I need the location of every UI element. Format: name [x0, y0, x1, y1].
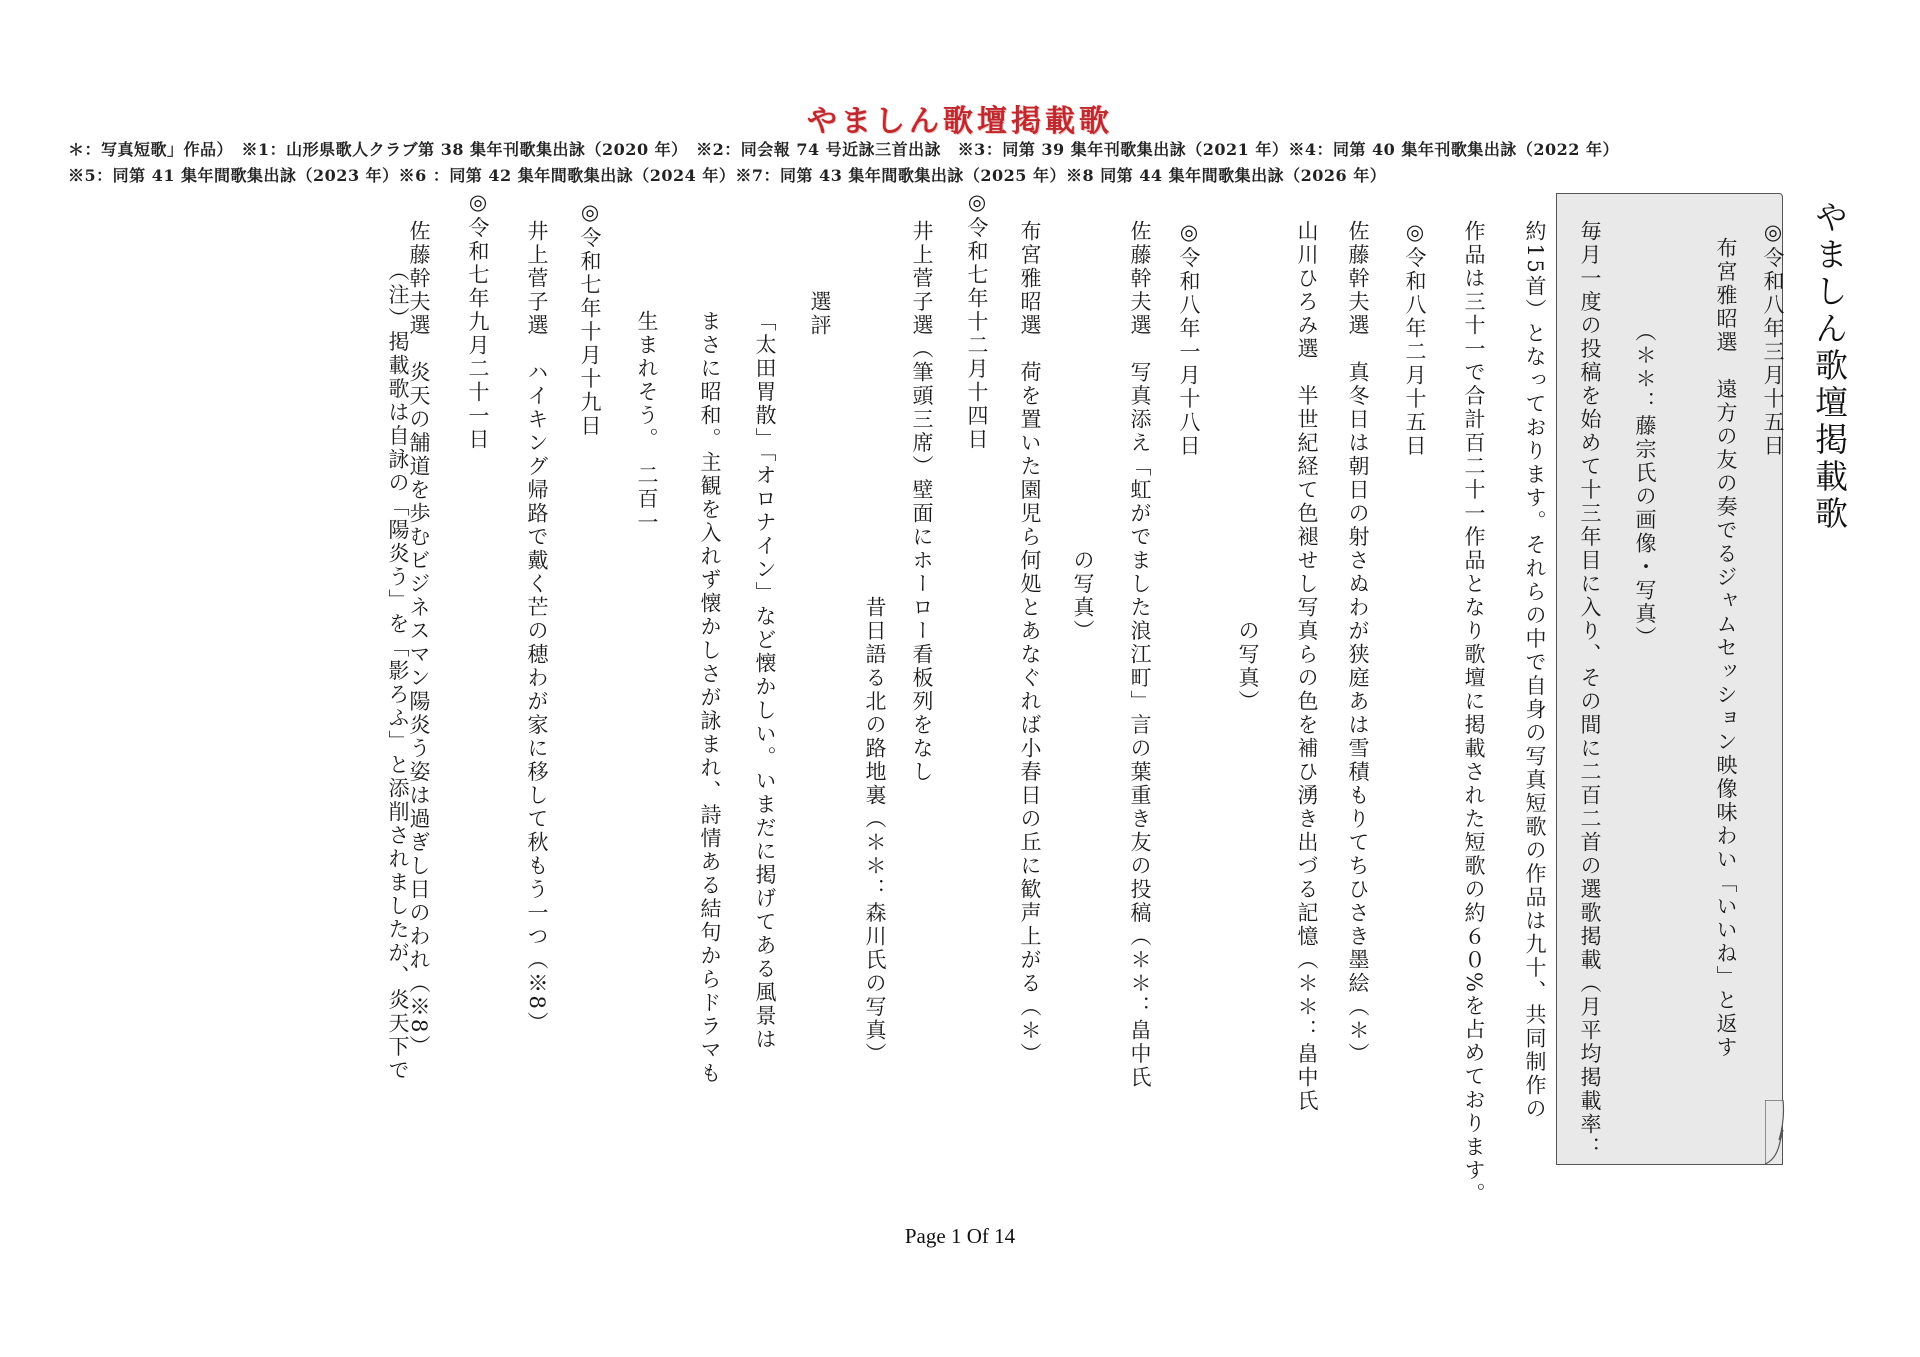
entry-date: ◎令和八年一月十八日: [1177, 220, 1201, 458]
entry-date: ◎令和七年十月十九日: [578, 200, 602, 438]
entry-date: ◎令和八年三月十五日: [1761, 220, 1785, 458]
intro-line: 約15首）となっております。それらの中で自身の写真短歌の作品は九十、共同制作の: [1523, 220, 1547, 1122]
critique-line: 「太田胃散」「オロナイン」など懐かしい。いまだに掲げてある風景は: [753, 310, 777, 1052]
critique-heading: 選評: [808, 220, 832, 338]
tanka-note: の写真）: [1236, 220, 1260, 714]
intro-line: 毎月一度の投稿を始めて十三年目に入り、その間に二百二首の選歌掲載（月平均掲載率：: [1578, 220, 1602, 1160]
vertical-text-area: [95, 190, 1880, 1220]
legend-line-1: ＊：写真短歌」作品） ※1：山形県歌人クラブ第 38 集年刊歌集出詠（2020 年） ※2：同会報 74 号近詠三首出詠 ※3：同第 39 集年刊歌集出詠（2021 年）※4：同第 40 集年刊歌集出詠（2022 年）: [68, 140, 1619, 159]
entry-date: ◎令和七年九月二十一日: [466, 190, 490, 452]
legend-line-2: ※5：同第 41 集年間歌集出詠（2023 年）※6 ：同第 42 集年間歌集出詠（2024 年）※7：同第 43 集年間歌集出詠（2025 年）※8 同第 44 集年間歌集出詠（2026 年）: [68, 166, 1387, 185]
tanka-line: 井上菅子選 ハイキング帰路で戴く芒の穂わが家に移して秋もう一つ（※8）: [525, 220, 549, 1035]
tanka-line: 布宮雅昭選 荷を置いた園児ら何処とあなぐれば小春日の丘に歓声上がる（＊）: [1018, 220, 1042, 1066]
tanka-note: の写真）: [1071, 220, 1095, 643]
critique-line: 生まれそう。 二百一: [635, 310, 659, 535]
intro-line: 作品は三十一で合計百二十一作品となり歌壇に掲載された短歌の約６０%を占めております。: [1462, 220, 1486, 1206]
tanka-note: （＊＊：藤宗氏の画像・写真）: [1633, 190, 1657, 650]
entry-date: ◎令和七年十二月十四日: [965, 190, 989, 452]
tanka-line: 山川ひろみ選 半世紀経て色褪せし写真らの色を補ひ湧き出づる記憶（＊＊：畠中氏: [1295, 220, 1319, 1113]
tanka-line: 昔日語る北の路地裏（＊＊：森川氏の写真）: [863, 220, 887, 1066]
entry-date: ◎令和八年二月十五日: [1403, 220, 1427, 458]
page-number: Page 1 Of 14: [904, 1224, 1016, 1248]
page-title: やましん歌壇掲載歌: [807, 104, 1113, 139]
tanka-line: 佐藤幹夫選 真冬日は朝日の射さぬわが狭庭あは雪積もりてちひさき墨絵（＊）: [1346, 220, 1370, 1066]
note-line: （注）掲載歌は自詠の「陽炎う」を「影ろふ」と添削されましたが、炎天下で: [386, 260, 410, 1083]
tanka-line: 佐藤幹夫選 炎天の舗道を歩むビジネスマン陽炎う姿は過ぎし日のわれ（※8）: [407, 220, 431, 1059]
tanka-line: 布宮雅昭選 遠方の友の奏でるジャムセッション映像味わい「いいね」と返す: [1714, 190, 1738, 1060]
tanka-line: 井上菅子選（筆頭三席）壁面にホーロー看板列をなし: [910, 220, 934, 784]
vertical-heading: やましん歌壇掲載歌: [1810, 200, 1849, 533]
critique-line: まさに昭和。主観を入れず懐かしさが詠まれ、詩情ある結句からドラマも: [698, 310, 722, 1086]
tanka-line: 佐藤幹夫選 写真添え「虹がでました浪江町」言の葉重き友の投稿（＊＊：畠中氏: [1128, 220, 1152, 1090]
